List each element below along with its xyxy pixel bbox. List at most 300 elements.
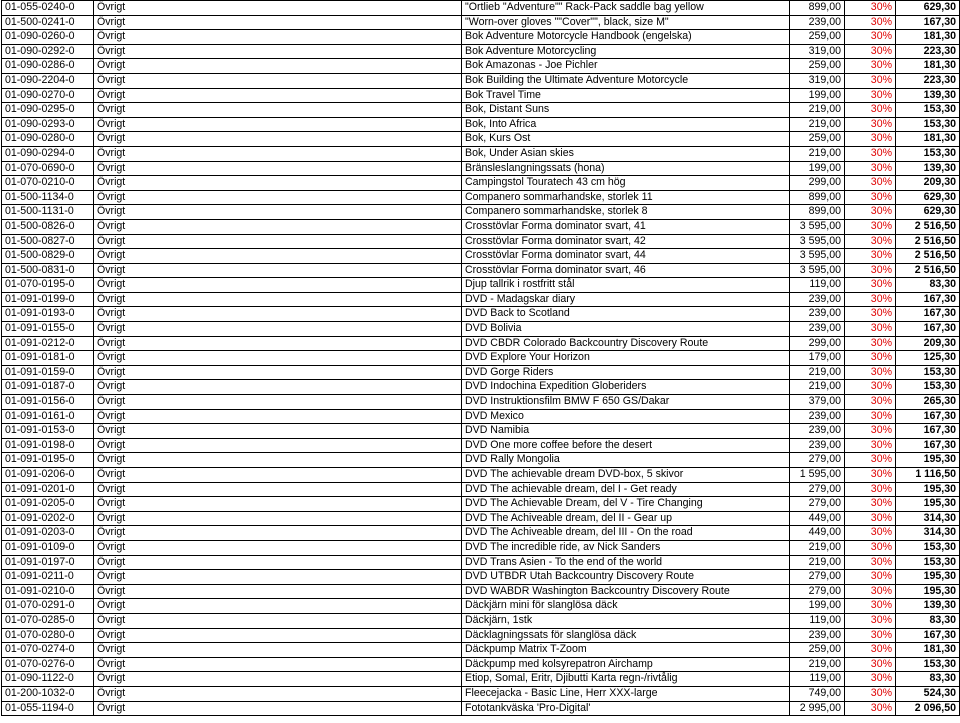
- price-cell: 239,00: [790, 15, 845, 30]
- category-cell: Övrigt: [94, 584, 462, 599]
- article-number-cell: 01-091-0210-0: [2, 584, 94, 599]
- price-cell: 279,00: [790, 482, 845, 497]
- table-row: [2, 44, 960, 59]
- net-price-cell: 139,30: [896, 161, 960, 176]
- table-row: [2, 88, 960, 103]
- net-price-cell: 223,30: [896, 44, 960, 59]
- category-cell: Övrigt: [94, 146, 462, 161]
- discount-cell: 30%: [845, 555, 896, 570]
- category-cell: Övrigt: [94, 511, 462, 526]
- product-name-cell: DVD Namibia: [462, 424, 790, 439]
- category-cell: Övrigt: [94, 205, 462, 220]
- category-cell: Övrigt: [94, 526, 462, 541]
- price-cell: 3 595,00: [790, 263, 845, 278]
- price-cell: 899,00: [790, 1, 845, 16]
- category-cell: Övrigt: [94, 643, 462, 658]
- net-price-cell: 2 516,50: [896, 263, 960, 278]
- category-cell: Övrigt: [94, 44, 462, 59]
- discount-cell: 30%: [845, 322, 896, 337]
- category-cell: Övrigt: [94, 219, 462, 234]
- net-price-cell: 153,30: [896, 380, 960, 395]
- discount-cell: 30%: [845, 365, 896, 380]
- discount-cell: 30%: [845, 73, 896, 88]
- net-price-cell: 83,30: [896, 613, 960, 628]
- price-cell: 219,00: [790, 365, 845, 380]
- price-cell: 199,00: [790, 599, 845, 614]
- article-number-cell: 01-091-0193-0: [2, 307, 94, 322]
- net-price-cell: 223,30: [896, 73, 960, 88]
- discount-cell: 30%: [845, 424, 896, 439]
- article-number-cell: 01-091-0212-0: [2, 336, 94, 351]
- table-row: [2, 365, 960, 380]
- product-name-cell: Fleecejacka - Basic Line, Herr XXX-large: [462, 686, 790, 701]
- article-number-cell: 01-500-0826-0: [2, 219, 94, 234]
- discount-cell: 30%: [845, 468, 896, 483]
- category-cell: Övrigt: [94, 336, 462, 351]
- price-cell: 199,00: [790, 88, 845, 103]
- table-row: [2, 307, 960, 322]
- price-cell: 299,00: [790, 176, 845, 191]
- net-price-cell: 153,30: [896, 365, 960, 380]
- product-name-cell: DVD One more coffee before the desert: [462, 438, 790, 453]
- net-price-cell: 181,30: [896, 30, 960, 45]
- table-row: [2, 409, 960, 424]
- discount-cell: 30%: [845, 628, 896, 643]
- net-price-cell: 265,30: [896, 395, 960, 410]
- category-cell: Övrigt: [94, 424, 462, 439]
- product-name-cell: Crosstövlar Forma dominator svart, 41: [462, 219, 790, 234]
- discount-cell: 30%: [845, 672, 896, 687]
- table-row: [2, 205, 960, 220]
- category-cell: Övrigt: [94, 657, 462, 672]
- price-cell: 259,00: [790, 132, 845, 147]
- article-number-cell: 01-091-0153-0: [2, 424, 94, 439]
- net-price-cell: 629,30: [896, 190, 960, 205]
- article-number-cell: 01-091-0109-0: [2, 540, 94, 555]
- price-cell: 219,00: [790, 103, 845, 118]
- net-price-cell: 314,30: [896, 511, 960, 526]
- net-price-cell: 153,30: [896, 657, 960, 672]
- table-row: [2, 292, 960, 307]
- discount-cell: 30%: [845, 657, 896, 672]
- table-row: [2, 540, 960, 555]
- net-price-cell: 153,30: [896, 103, 960, 118]
- article-number-cell: 01-091-0198-0: [2, 438, 94, 453]
- price-cell: 279,00: [790, 584, 845, 599]
- net-price-cell: 139,30: [896, 599, 960, 614]
- product-name-cell: Bok Travel Time: [462, 88, 790, 103]
- product-name-cell: Bränsleslangningssats (hona): [462, 161, 790, 176]
- table-row: [2, 117, 960, 132]
- category-cell: Övrigt: [94, 672, 462, 687]
- discount-cell: 30%: [845, 176, 896, 191]
- price-cell: 449,00: [790, 511, 845, 526]
- article-number-cell: 01-090-0260-0: [2, 30, 94, 45]
- product-name-cell: DVD WABDR Washington Backcountry Discovery Route: [462, 584, 790, 599]
- category-cell: Övrigt: [94, 438, 462, 453]
- article-number-cell: 01-500-1131-0: [2, 205, 94, 220]
- table-row: [2, 103, 960, 118]
- product-name-cell: Bok, Kurs Ost: [462, 132, 790, 147]
- category-cell: Övrigt: [94, 380, 462, 395]
- category-cell: Övrigt: [94, 190, 462, 205]
- product-name-cell: DVD Indochina Expedition Globeriders: [462, 380, 790, 395]
- article-number-cell: 01-070-0280-0: [2, 628, 94, 643]
- article-number-cell: 01-091-0197-0: [2, 555, 94, 570]
- article-number-cell: 01-091-0159-0: [2, 365, 94, 380]
- table-row: [2, 132, 960, 147]
- discount-cell: 30%: [845, 59, 896, 74]
- price-cell: 899,00: [790, 205, 845, 220]
- category-cell: Övrigt: [94, 176, 462, 191]
- article-number-cell: 01-500-0827-0: [2, 234, 94, 249]
- net-price-cell: 167,30: [896, 628, 960, 643]
- article-number-cell: 01-500-0241-0: [2, 15, 94, 30]
- price-cell: 239,00: [790, 292, 845, 307]
- discount-cell: 30%: [845, 219, 896, 234]
- price-cell: 219,00: [790, 540, 845, 555]
- article-number-cell: 01-091-0211-0: [2, 570, 94, 585]
- price-cell: 239,00: [790, 409, 845, 424]
- discount-cell: 30%: [845, 351, 896, 366]
- discount-cell: 30%: [845, 205, 896, 220]
- net-price-cell: 167,30: [896, 15, 960, 30]
- article-number-cell: 01-070-0276-0: [2, 657, 94, 672]
- article-number-cell: 01-091-0161-0: [2, 409, 94, 424]
- net-price-cell: 2 096,50: [896, 701, 960, 716]
- net-price-cell: 629,30: [896, 205, 960, 220]
- product-name-cell: DVD The incredible ride, av Nick Sanders: [462, 540, 790, 555]
- product-name-cell: DVD Bolivia: [462, 322, 790, 337]
- article-number-cell: 01-091-0156-0: [2, 395, 94, 410]
- article-number-cell: 01-090-0295-0: [2, 103, 94, 118]
- net-price-cell: 209,30: [896, 176, 960, 191]
- table-row: [2, 30, 960, 45]
- category-cell: Övrigt: [94, 570, 462, 585]
- discount-cell: 30%: [845, 30, 896, 45]
- net-price-cell: 167,30: [896, 438, 960, 453]
- article-number-cell: 01-091-0201-0: [2, 482, 94, 497]
- discount-cell: 30%: [845, 263, 896, 278]
- product-name-cell: "Ortlieb "Adventure"" Rack-Pack saddle bag yellow: [462, 1, 790, 16]
- table-row: [2, 599, 960, 614]
- product-name-cell: Crosstövlar Forma dominator svart, 42: [462, 234, 790, 249]
- net-price-cell: 181,30: [896, 132, 960, 147]
- product-name-cell: Bok Adventure Motorcycling: [462, 44, 790, 59]
- discount-cell: 30%: [845, 132, 896, 147]
- product-name-cell: DVD The Achiveable dream, del II - Gear up: [462, 511, 790, 526]
- product-name-cell: DVD Rally Mongolia: [462, 453, 790, 468]
- category-cell: Övrigt: [94, 15, 462, 30]
- net-price-cell: 153,30: [896, 540, 960, 555]
- category-cell: Övrigt: [94, 234, 462, 249]
- discount-cell: 30%: [845, 701, 896, 716]
- discount-cell: 30%: [845, 44, 896, 59]
- discount-cell: 30%: [845, 526, 896, 541]
- table-row: [2, 1, 960, 16]
- price-cell: 219,00: [790, 380, 845, 395]
- net-price-cell: 195,30: [896, 482, 960, 497]
- table-row: [2, 672, 960, 687]
- discount-cell: 30%: [845, 643, 896, 658]
- discount-cell: 30%: [845, 584, 896, 599]
- category-cell: Övrigt: [94, 453, 462, 468]
- price-cell: 449,00: [790, 526, 845, 541]
- article-number-cell: 01-090-0292-0: [2, 44, 94, 59]
- table-row: [2, 468, 960, 483]
- table-row: [2, 701, 960, 716]
- table-row: [2, 249, 960, 264]
- category-cell: Övrigt: [94, 88, 462, 103]
- article-number-cell: 01-091-0206-0: [2, 468, 94, 483]
- discount-cell: 30%: [845, 453, 896, 468]
- category-cell: Övrigt: [94, 278, 462, 293]
- category-cell: Övrigt: [94, 249, 462, 264]
- product-name-cell: Däcklagningssats för slanglösa däck: [462, 628, 790, 643]
- product-name-cell: Companero sommarhandske, storlek 8: [462, 205, 790, 220]
- table-row: [2, 555, 960, 570]
- category-cell: Övrigt: [94, 409, 462, 424]
- article-number-cell: 01-090-0293-0: [2, 117, 94, 132]
- price-cell: 1 595,00: [790, 468, 845, 483]
- net-price-cell: 153,30: [896, 146, 960, 161]
- price-cell: 319,00: [790, 44, 845, 59]
- table-row: [2, 380, 960, 395]
- price-cell: 259,00: [790, 59, 845, 74]
- table-row: [2, 176, 960, 191]
- price-cell: 259,00: [790, 643, 845, 658]
- discount-cell: 30%: [845, 103, 896, 118]
- discount-cell: 30%: [845, 482, 896, 497]
- table-row: [2, 497, 960, 512]
- net-price-cell: 195,30: [896, 570, 960, 585]
- article-number-cell: 01-091-0187-0: [2, 380, 94, 395]
- product-name-cell: DVD Instruktionsfilm BMW F 650 GS/Dakar: [462, 395, 790, 410]
- category-cell: Övrigt: [94, 1, 462, 16]
- table-row: [2, 657, 960, 672]
- article-number-cell: 01-090-0280-0: [2, 132, 94, 147]
- net-price-cell: 2 516,50: [896, 249, 960, 264]
- product-name-cell: Däckjärn mini för slanglösa däck: [462, 599, 790, 614]
- article-number-cell: 01-091-0155-0: [2, 322, 94, 337]
- article-number-cell: 01-091-0181-0: [2, 351, 94, 366]
- category-cell: Övrigt: [94, 161, 462, 176]
- table-row: [2, 234, 960, 249]
- price-cell: 239,00: [790, 307, 845, 322]
- table-row: [2, 453, 960, 468]
- table-row: [2, 526, 960, 541]
- article-number-cell: 01-090-0294-0: [2, 146, 94, 161]
- article-number-cell: 01-091-0195-0: [2, 453, 94, 468]
- price-cell: 3 595,00: [790, 219, 845, 234]
- product-name-cell: DVD The Achiveable dream, del III - On the road: [462, 526, 790, 541]
- article-number-cell: 01-500-0831-0: [2, 263, 94, 278]
- discount-cell: 30%: [845, 88, 896, 103]
- table-row: [2, 161, 960, 176]
- product-name-cell: Däckpump Matrix T-Zoom: [462, 643, 790, 658]
- table-row: [2, 395, 960, 410]
- price-cell: 119,00: [790, 672, 845, 687]
- category-cell: Övrigt: [94, 73, 462, 88]
- net-price-cell: 167,30: [896, 292, 960, 307]
- price-cell: 259,00: [790, 30, 845, 45]
- article-number-cell: 01-091-0202-0: [2, 511, 94, 526]
- product-name-cell: DVD - Madagskar diary: [462, 292, 790, 307]
- table-row: [2, 73, 960, 88]
- product-name-cell: DVD The achievable dream DVD-box, 5 skivor: [462, 468, 790, 483]
- price-cell: 239,00: [790, 424, 845, 439]
- product-name-cell: DVD Mexico: [462, 409, 790, 424]
- category-cell: Övrigt: [94, 628, 462, 643]
- article-number-cell: 01-200-1032-0: [2, 686, 94, 701]
- table-row: [2, 263, 960, 278]
- category-cell: Övrigt: [94, 351, 462, 366]
- category-cell: Övrigt: [94, 482, 462, 497]
- net-price-cell: 153,30: [896, 117, 960, 132]
- net-price-cell: 139,30: [896, 88, 960, 103]
- product-name-cell: Däckpump med kolsyrepatron Airchamp: [462, 657, 790, 672]
- net-price-cell: 153,30: [896, 555, 960, 570]
- table-row: [2, 628, 960, 643]
- product-name-cell: DVD CBDR Colorado Backcountry Discovery Route: [462, 336, 790, 351]
- table-row: [2, 643, 960, 658]
- category-cell: Övrigt: [94, 132, 462, 147]
- product-name-cell: Däckjärn, 1stk: [462, 613, 790, 628]
- net-price-cell: 195,30: [896, 497, 960, 512]
- category-cell: Övrigt: [94, 307, 462, 322]
- product-name-cell: Campingstol Touratech 43 cm hög: [462, 176, 790, 191]
- product-name-cell: Fototankväska 'Pro-Digital': [462, 701, 790, 716]
- price-cell: 299,00: [790, 336, 845, 351]
- discount-cell: 30%: [845, 409, 896, 424]
- table-row: [2, 219, 960, 234]
- article-number-cell: 01-090-0286-0: [2, 59, 94, 74]
- net-price-cell: 314,30: [896, 526, 960, 541]
- discount-cell: 30%: [845, 497, 896, 512]
- discount-cell: 30%: [845, 278, 896, 293]
- article-number-cell: 01-070-0690-0: [2, 161, 94, 176]
- price-cell: 219,00: [790, 146, 845, 161]
- net-price-cell: 167,30: [896, 307, 960, 322]
- price-cell: 899,00: [790, 190, 845, 205]
- category-cell: Övrigt: [94, 365, 462, 380]
- net-price-cell: 209,30: [896, 336, 960, 351]
- article-number-cell: 01-055-1194-0: [2, 701, 94, 716]
- table-row: [2, 322, 960, 337]
- net-price-cell: 181,30: [896, 59, 960, 74]
- category-cell: Övrigt: [94, 30, 462, 45]
- table-row: [2, 482, 960, 497]
- product-name-cell: DVD Trans Asien - To the end of the world: [462, 555, 790, 570]
- price-cell: 3 595,00: [790, 249, 845, 264]
- category-cell: Övrigt: [94, 59, 462, 74]
- category-cell: Övrigt: [94, 497, 462, 512]
- discount-cell: 30%: [845, 249, 896, 264]
- price-cell: 749,00: [790, 686, 845, 701]
- net-price-cell: 2 516,50: [896, 219, 960, 234]
- category-cell: Övrigt: [94, 613, 462, 628]
- net-price-cell: 2 516,50: [896, 234, 960, 249]
- table-row: [2, 613, 960, 628]
- article-number-cell: 01-091-0205-0: [2, 497, 94, 512]
- net-price-cell: 195,30: [896, 584, 960, 599]
- net-price-cell: 195,30: [896, 453, 960, 468]
- product-name-cell: Djup tallrik i rostfritt stål: [462, 278, 790, 293]
- product-name-cell: DVD The Achievable Dream, del V - Tire Changing: [462, 497, 790, 512]
- category-cell: Övrigt: [94, 599, 462, 614]
- table-row: [2, 146, 960, 161]
- discount-cell: 30%: [845, 395, 896, 410]
- article-number-cell: 01-091-0199-0: [2, 292, 94, 307]
- discount-cell: 30%: [845, 1, 896, 16]
- product-name-cell: DVD UTBDR Utah Backcountry Discovery Route: [462, 570, 790, 585]
- article-number-cell: 01-090-2204-0: [2, 73, 94, 88]
- price-cell: 279,00: [790, 497, 845, 512]
- price-cell: 3 595,00: [790, 234, 845, 249]
- product-name-cell: Bok Adventure Motorcycle Handbook (engelska): [462, 30, 790, 45]
- discount-cell: 30%: [845, 292, 896, 307]
- product-name-cell: Bok Amazonas - Joe Pichler: [462, 59, 790, 74]
- discount-cell: 30%: [845, 234, 896, 249]
- article-number-cell: 01-090-0270-0: [2, 88, 94, 103]
- net-price-cell: 83,30: [896, 278, 960, 293]
- price-cell: 179,00: [790, 351, 845, 366]
- article-number-cell: 01-070-0285-0: [2, 613, 94, 628]
- category-cell: Övrigt: [94, 555, 462, 570]
- price-cell: 199,00: [790, 161, 845, 176]
- product-name-cell: Bok, Under Asian skies: [462, 146, 790, 161]
- price-cell: 119,00: [790, 278, 845, 293]
- category-cell: Övrigt: [94, 395, 462, 410]
- product-name-cell: DVD Explore Your Horizon: [462, 351, 790, 366]
- product-name-cell: Etiop, Somal, Eritr, Djibutti Karta regn-/rivtålig: [462, 672, 790, 687]
- article-number-cell: 01-091-0203-0: [2, 526, 94, 541]
- article-number-cell: 01-090-1122-0: [2, 672, 94, 687]
- price-cell: 219,00: [790, 657, 845, 672]
- category-cell: Övrigt: [94, 322, 462, 337]
- discount-cell: 30%: [845, 161, 896, 176]
- price-cell: 239,00: [790, 322, 845, 337]
- price-cell: 119,00: [790, 613, 845, 628]
- net-price-cell: 524,30: [896, 686, 960, 701]
- net-price-cell: 1 116,50: [896, 468, 960, 483]
- table-row: [2, 336, 960, 351]
- discount-cell: 30%: [845, 686, 896, 701]
- discount-cell: 30%: [845, 570, 896, 585]
- product-name-cell: Bok Building the Ultimate Adventure Motorcycle: [462, 73, 790, 88]
- price-cell: 319,00: [790, 73, 845, 88]
- table-row: [2, 511, 960, 526]
- discount-cell: 30%: [845, 438, 896, 453]
- price-list-body: [2, 1, 960, 716]
- net-price-cell: 629,30: [896, 1, 960, 16]
- category-cell: Övrigt: [94, 117, 462, 132]
- table-row: [2, 686, 960, 701]
- category-cell: Övrigt: [94, 701, 462, 716]
- net-price-cell: 167,30: [896, 322, 960, 337]
- net-price-cell: 83,30: [896, 672, 960, 687]
- product-name-cell: DVD The achievable dream, del I - Get ready: [462, 482, 790, 497]
- discount-cell: 30%: [845, 15, 896, 30]
- price-cell: 279,00: [790, 453, 845, 468]
- discount-cell: 30%: [845, 511, 896, 526]
- net-price-cell: 181,30: [896, 643, 960, 658]
- discount-cell: 30%: [845, 613, 896, 628]
- product-name-cell: DVD Gorge Riders: [462, 365, 790, 380]
- table-row: [2, 59, 960, 74]
- category-cell: Övrigt: [94, 292, 462, 307]
- discount-cell: 30%: [845, 540, 896, 555]
